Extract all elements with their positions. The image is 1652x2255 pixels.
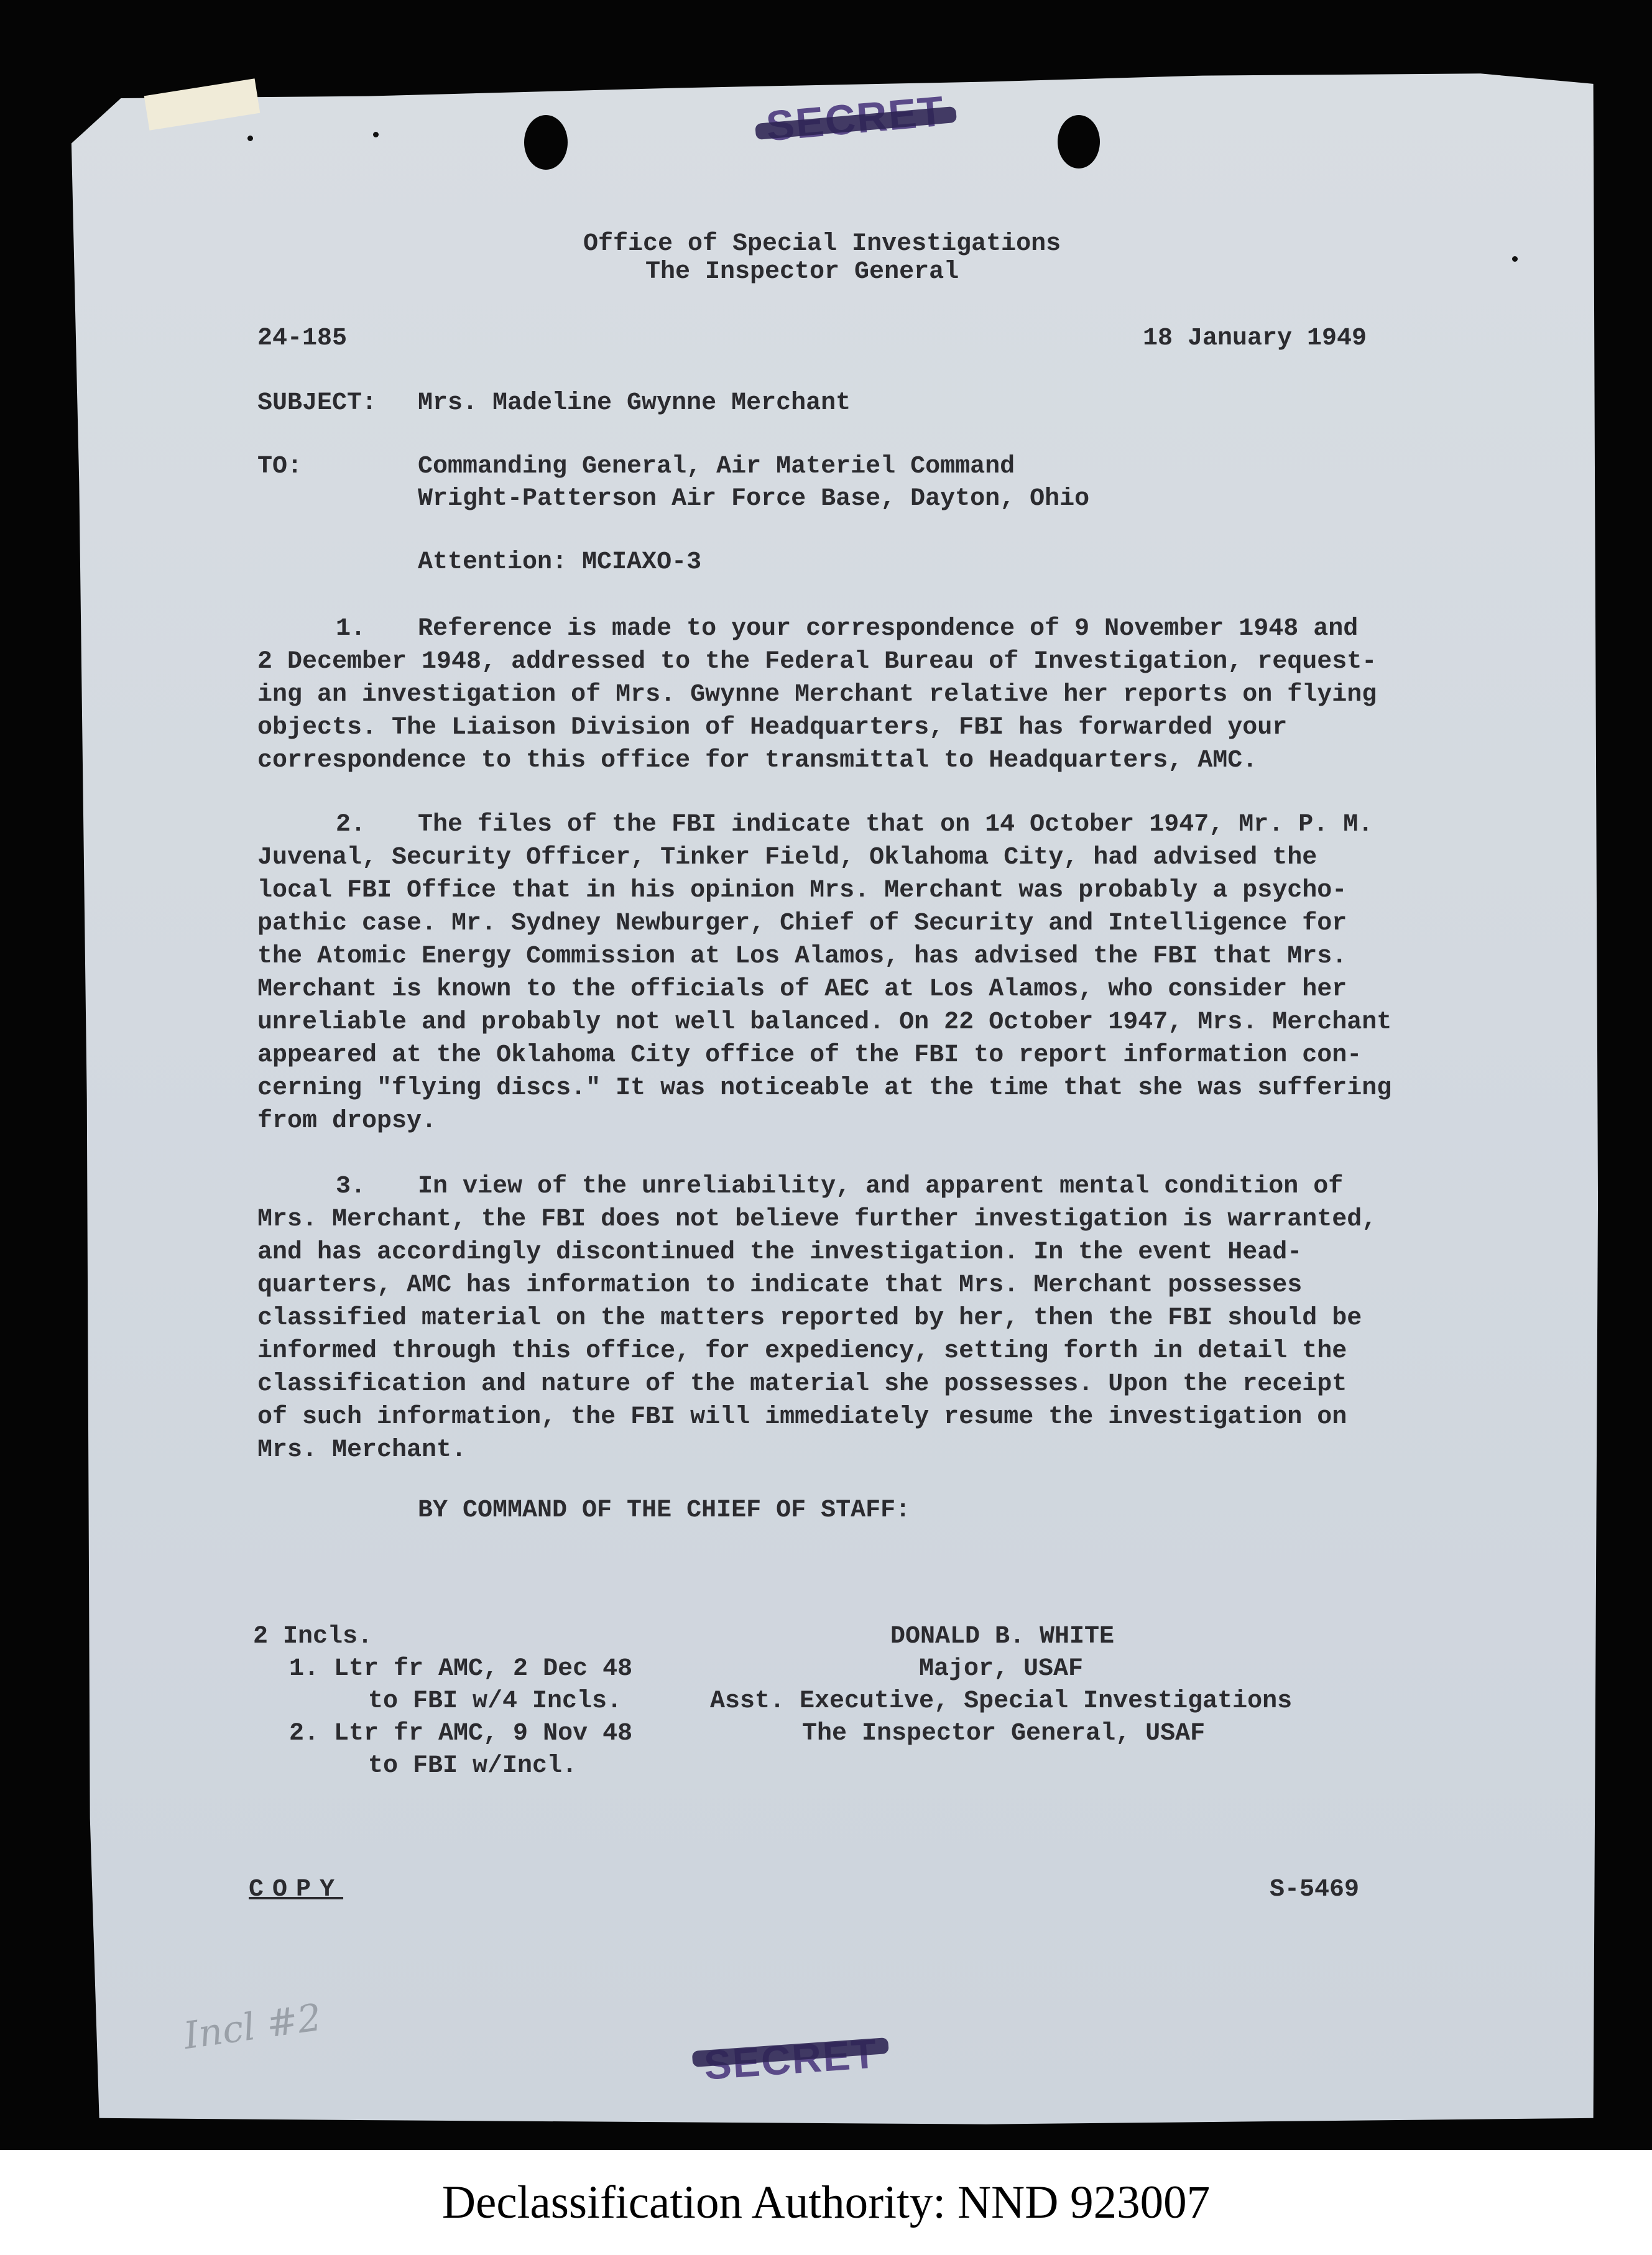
body-line: of such information, the FBI will immediately resume the investigation on — [257, 1403, 1347, 1431]
document-number: S-5469 — [1270, 1876, 1360, 1904]
body-line: The files of the FBI indicate that on 14 October 1947, Mr. P. M. — [418, 811, 1373, 839]
inclosure-item: 1. Ltr fr AMC, 2 Dec 48 — [289, 1655, 633, 1683]
body-line: ing an investigation of Mrs. Gwynne Merchant relative her reports on flying — [257, 681, 1377, 709]
punch-hole-right — [1058, 115, 1100, 168]
body-line: Mrs. Merchant, the FBI does not believe further investigation is warranted, — [257, 1206, 1377, 1234]
body-line: Merchant is known to the officials of AEC at Los Alamos, who consider her — [257, 975, 1347, 1003]
body-line: informed through this office, for expediency, setting forth in detail the — [257, 1337, 1347, 1365]
handwritten-note: Incl #2 — [181, 1995, 325, 2059]
to-line: Wright-Patterson Air Force Base, Dayton, Ohio — [418, 485, 1090, 513]
body-line: classification and nature of the material she possesses. Upon the receipt — [257, 1370, 1347, 1398]
pinhole — [373, 132, 379, 137]
inclosure-item: to FBI w/Incl. — [368, 1752, 578, 1780]
body-line: and has accordingly discontinued the investigation. In the event Head- — [257, 1238, 1303, 1266]
command-line: BY COMMAND OF THE CHIEF OF STAFF: — [418, 1496, 911, 1524]
office-title: Office of Special Investigations — [583, 230, 1061, 258]
body-line: classified material on the matters reported by her, then the FBI should be — [257, 1304, 1362, 1332]
inclosure-item: to FBI w/4 Incls. — [368, 1687, 622, 1715]
pinhole — [1512, 256, 1518, 262]
office-subtitle: The Inspector General — [645, 258, 959, 286]
body-line: 2 December 1948, addressed to the Federal Bureau of Investigation, request- — [257, 648, 1377, 676]
copy-mark: COPY — [249, 1876, 344, 1904]
body-line: In view of the unreliability, and apparent mental condition of — [418, 1173, 1344, 1201]
pinhole — [247, 136, 253, 141]
inclosures-heading: 2 Incls. — [253, 1623, 373, 1651]
body-line: local FBI Office that in his opinion Mrs. Merchant was probably a psycho- — [257, 877, 1347, 905]
punch-hole-left — [524, 115, 568, 170]
body-line: Mrs. Merchant. — [257, 1436, 467, 1464]
body-line: correspondence to this office for transmittal to Headquarters, AMC. — [257, 747, 1258, 775]
letter-date: 18 January 1949 — [1143, 325, 1367, 353]
body-line: Juvenal, Security Officer, Tinker Field, Oklahoma City, had advised the — [257, 844, 1317, 872]
signer-name: DONALD B. WHITE — [890, 1623, 1115, 1651]
file-number: 24-185 — [257, 325, 348, 353]
declassification-footer: Declassification Authority: NND 923007 — [441, 2177, 1211, 2228]
body-line: from dropsy. — [257, 1107, 437, 1135]
body-line: quarters, AMC has information to indicate that Mrs. Merchant possesses — [257, 1271, 1303, 1299]
body-line: unreliable and probably not well balanced. On 22 October 1947, Mrs. Merchant — [257, 1008, 1392, 1036]
body-line: Reference is made to your correspondence of 9 November 1948 and — [418, 615, 1359, 643]
signer-rank: Major, USAF — [919, 1655, 1084, 1683]
subject-value: Mrs. Madeline Gwynne Merchant — [418, 389, 851, 417]
paragraph-number: 3. — [336, 1173, 366, 1201]
signer-title: Asst. Executive, Special Investigations — [710, 1687, 1293, 1715]
body-line: pathic case. Mr. Sydney Newburger, Chief of Security and Intelligence for — [257, 910, 1347, 938]
inclosure-item: 2. Ltr fr AMC, 9 Nov 48 — [289, 1720, 633, 1748]
body-line: appeared at the Oklahoma City office of the FBI to report information con- — [257, 1041, 1362, 1069]
to-line: Commanding General, Air Materiel Command — [418, 453, 1015, 481]
paragraph-number: 2. — [336, 811, 366, 839]
body-line: objects. The Liaison Division of Headquarters, FBI has forwarded your — [257, 714, 1288, 742]
body-line: the Atomic Energy Commission at Los Alamos, has advised the FBI that Mrs. — [257, 943, 1347, 971]
body-line: cerning "flying discs." It was noticeable at the time that she was suffering — [257, 1074, 1392, 1102]
to-label: TO: — [257, 453, 303, 481]
attention-line: Attention: MCIAXO-3 — [418, 548, 702, 576]
subject-label: SUBJECT: — [257, 389, 377, 417]
signer-org: The Inspector General, USAF — [802, 1720, 1206, 1748]
paragraph-number: 1. — [336, 615, 366, 643]
